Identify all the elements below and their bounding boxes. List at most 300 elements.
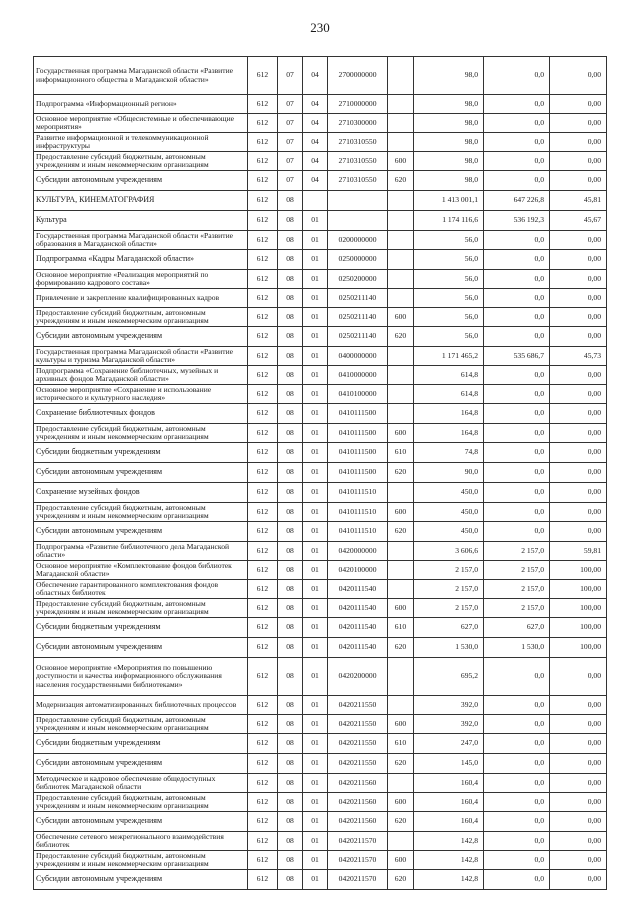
target-article-code: 0410000000 [328,366,388,385]
target-article-code: 0420111540 [328,580,388,599]
planned-amount: 1 413 001,1 [414,191,484,211]
actual-amount: 0,0 [484,696,550,715]
actual-amount: 0,0 [484,754,550,774]
section-code: 07 [278,95,303,114]
execution-percent: 0,00 [550,734,607,754]
target-article-code [328,211,388,231]
execution-percent: 0,00 [550,114,607,133]
section-code: 07 [278,114,303,133]
expense-type-code [388,114,414,133]
section-code: 08 [278,793,303,812]
row-name: Предоставление субсидий бюджетным, автономным учреждениям и иным некоммерческим организациям [34,599,248,618]
actual-amount: 0,0 [484,250,550,270]
expense-type-code: 620 [388,812,414,832]
execution-percent: 0,00 [550,385,607,404]
table-row [34,424,607,443]
row-name: Государственная программа Магаданской области «Развитие культуры и туризма Магаданской области» [34,347,248,366]
expense-type-code [388,404,414,424]
expense-type-code [388,133,414,152]
target-article-code: 0410111510 [328,503,388,522]
execution-percent: 0,00 [550,404,607,424]
expense-type-code: 610 [388,443,414,463]
subsection-code: 01 [303,443,328,463]
section-code: 08 [278,385,303,404]
execution-percent: 0,00 [550,851,607,870]
actual-amount: 0,0 [484,270,550,289]
row-name: Государственная программа Магаданской области «Развитие информационного общества в Магаданской области» [34,57,248,95]
dept-code: 612 [248,599,278,618]
expense-type-code: 600 [388,599,414,618]
execution-percent: 0,00 [550,366,607,385]
dept-code: 612 [248,327,278,347]
table-row [34,812,607,832]
planned-amount: 145,0 [414,754,484,774]
subsection-code: 01 [303,250,328,270]
actual-amount: 0,0 [484,114,550,133]
planned-amount: 142,8 [414,851,484,870]
expense-type-code [388,561,414,580]
target-article-code: 0420211560 [328,812,388,832]
target-article-code: 0420111540 [328,618,388,638]
table-row [34,715,607,734]
planned-amount: 160,4 [414,774,484,793]
dept-code: 612 [248,812,278,832]
subsection-code: 01 [303,754,328,774]
table-row [34,870,607,890]
subsection-code: 01 [303,211,328,231]
execution-percent: 0,00 [550,327,607,347]
actual-amount: 0,0 [484,95,550,114]
table-row [34,851,607,870]
dept-code: 612 [248,152,278,171]
row-name: Подпрограмма «Информационный регион» [34,95,248,114]
target-article-code: 0420111540 [328,599,388,618]
section-code: 08 [278,270,303,289]
dept-code: 612 [248,638,278,658]
planned-amount: 56,0 [414,308,484,327]
row-name: Субсидии бюджетным учреждениям [34,618,248,638]
planned-amount: 2 157,0 [414,580,484,599]
execution-percent: 0,00 [550,133,607,152]
execution-percent: 0,00 [550,171,607,191]
execution-percent: 0,00 [550,503,607,522]
table-row [34,404,607,424]
dept-code: 612 [248,503,278,522]
actual-amount: 0,0 [484,851,550,870]
section-code: 08 [278,851,303,870]
target-article-code: 0420211560 [328,793,388,812]
target-article-code: 2710300000 [328,114,388,133]
budget-table [33,56,607,890]
row-name: Привлечение и закрепление квалифицированных кадров [34,289,248,308]
row-name: Подпрограмма «Сохранение библиотечных, музейных и архивных фондов Магаданской области» [34,366,248,385]
subsection-code: 01 [303,734,328,754]
dept-code: 612 [248,133,278,152]
expense-type-code [388,95,414,114]
subsection-code: 01 [303,503,328,522]
planned-amount: 1 530,0 [414,638,484,658]
target-article-code: 0410111500 [328,424,388,443]
planned-amount: 164,8 [414,424,484,443]
dept-code: 612 [248,289,278,308]
table-row [34,133,607,152]
target-article-code: 0420200000 [328,658,388,696]
expense-type-code [388,231,414,250]
subsection-code: 01 [303,463,328,483]
section-code: 08 [278,483,303,503]
dept-code: 612 [248,734,278,754]
subsection-code: 01 [303,851,328,870]
expense-type-code [388,580,414,599]
row-name: Сохранение библиотечных фондов [34,404,248,424]
expense-type-code [388,289,414,308]
actual-amount: 647 226,8 [484,191,550,211]
execution-percent: 0,00 [550,715,607,734]
expense-type-code [388,658,414,696]
subsection-code: 01 [303,385,328,404]
expense-type-code [388,832,414,851]
actual-amount: 0,0 [484,327,550,347]
dept-code: 612 [248,366,278,385]
execution-percent: 0,00 [550,250,607,270]
dept-code: 612 [248,483,278,503]
table-row [34,308,607,327]
section-code: 08 [278,522,303,542]
subsection-code: 01 [303,599,328,618]
row-name: Субсидии автономным учреждениям [34,638,248,658]
section-code: 07 [278,152,303,171]
target-article-code: 0420000000 [328,542,388,561]
table-row [34,580,607,599]
dept-code: 612 [248,561,278,580]
target-article-code: 0420211550 [328,754,388,774]
actual-amount: 0,0 [484,385,550,404]
table-row [34,734,607,754]
dept-code: 612 [248,231,278,250]
row-name: Предоставление субсидий бюджетным, автономным учреждениям и иным некоммерческим организациям [34,715,248,734]
target-article-code: 0200000000 [328,231,388,250]
actual-amount: 0,0 [484,832,550,851]
expense-type-code: 600 [388,851,414,870]
row-name: Субсидии автономным учреждениям [34,522,248,542]
dept-code: 612 [248,715,278,734]
row-name: Предоставление субсидий бюджетным, автономным учреждениям и иным некоммерческим организациям [34,503,248,522]
expense-type-code: 620 [388,327,414,347]
expense-type-code [388,366,414,385]
expense-type-code [388,696,414,715]
execution-percent: 0,00 [550,231,607,250]
subsection-code: 01 [303,366,328,385]
table-row [34,250,607,270]
section-code: 08 [278,599,303,618]
planned-amount: 98,0 [414,95,484,114]
planned-amount: 142,8 [414,832,484,851]
section-code: 08 [278,658,303,696]
actual-amount: 536 192,3 [484,211,550,231]
execution-percent: 100,00 [550,580,607,599]
actual-amount: 2 157,0 [484,580,550,599]
dept-code: 612 [248,696,278,715]
subsection-code: 01 [303,231,328,250]
actual-amount: 0,0 [484,734,550,754]
table-row [34,658,607,696]
target-article-code: 0410100000 [328,385,388,404]
dept-code: 612 [248,250,278,270]
actual-amount: 0,0 [484,366,550,385]
table-row [34,95,607,114]
execution-percent: 45,67 [550,211,607,231]
dept-code: 612 [248,870,278,890]
expense-type-code: 600 [388,793,414,812]
planned-amount: 695,2 [414,658,484,696]
row-name: Культура [34,211,248,231]
target-article-code: 0420211570 [328,832,388,851]
row-name: Государственная программа Магаданской области «Развитие образования в Магаданской области» [34,231,248,250]
execution-percent: 59,81 [550,542,607,561]
actual-amount: 2 157,0 [484,599,550,618]
subsection-code: 01 [303,289,328,308]
actual-amount: 627,0 [484,618,550,638]
planned-amount: 142,8 [414,870,484,890]
execution-percent: 0,00 [550,658,607,696]
expense-type-code [388,211,414,231]
table-row [34,385,607,404]
table-row [34,793,607,812]
table-row [34,347,607,366]
section-code: 08 [278,424,303,443]
expense-type-code: 620 [388,638,414,658]
section-code: 08 [278,715,303,734]
section-code: 08 [278,443,303,463]
row-name: Субсидии автономным учреждениям [34,463,248,483]
dept-code: 612 [248,793,278,812]
subsection-code: 01 [303,561,328,580]
section-code: 08 [278,503,303,522]
execution-percent: 100,00 [550,599,607,618]
planned-amount: 74,8 [414,443,484,463]
planned-amount: 1 171 465,2 [414,347,484,366]
row-name: Основное мероприятие «Комплектование фондов библиотек Магаданской области» [34,561,248,580]
subsection-code: 01 [303,270,328,289]
row-name: Предоставление субсидий бюджетным, автономным учреждениям и иным некоммерческим организациям [34,851,248,870]
planned-amount: 627,0 [414,618,484,638]
actual-amount: 0,0 [484,133,550,152]
execution-percent: 0,00 [550,793,607,812]
expense-type-code: 610 [388,734,414,754]
expense-type-code [388,542,414,561]
planned-amount: 614,8 [414,385,484,404]
target-article-code: 0420211560 [328,774,388,793]
expense-type-code: 620 [388,754,414,774]
subsection-code: 01 [303,793,328,812]
table-row [34,270,607,289]
planned-amount: 98,0 [414,114,484,133]
table-row [34,599,607,618]
actual-amount: 2 157,0 [484,542,550,561]
row-name: Субсидии автономным учреждениям [34,327,248,347]
dept-code: 612 [248,114,278,133]
actual-amount: 2 157,0 [484,561,550,580]
table-row [34,561,607,580]
actual-amount: 1 530,0 [484,638,550,658]
row-name: Основное мероприятие «Мероприятия по повышению доступности и качества информационного обслуживания населения государственными библиотеками» [34,658,248,696]
table-row [34,289,607,308]
target-article-code: 2710310550 [328,171,388,191]
row-name: Субсидии автономным учреждениям [34,870,248,890]
table-row [34,542,607,561]
section-code: 08 [278,696,303,715]
expense-type-code [388,250,414,270]
target-article-code [328,191,388,211]
dept-code: 612 [248,832,278,851]
planned-amount: 392,0 [414,715,484,734]
row-name: Развитие информационной и телекоммуникационной инфраструктуры [34,133,248,152]
subsection-code: 01 [303,404,328,424]
target-article-code: 0420211550 [328,715,388,734]
target-article-code: 0420211570 [328,870,388,890]
execution-percent: 0,00 [550,522,607,542]
section-code: 08 [278,327,303,347]
execution-percent: 0,00 [550,463,607,483]
actual-amount: 0,0 [484,289,550,308]
target-article-code: 0250000000 [328,250,388,270]
expense-type-code: 610 [388,618,414,638]
dept-code: 612 [248,754,278,774]
dept-code: 612 [248,424,278,443]
subsection-code: 01 [303,774,328,793]
planned-amount: 392,0 [414,696,484,715]
execution-percent: 0,00 [550,95,607,114]
actual-amount: 0,0 [484,522,550,542]
section-code: 08 [278,366,303,385]
section-code: 08 [278,250,303,270]
section-code: 08 [278,832,303,851]
actual-amount: 0,0 [484,463,550,483]
actual-amount: 0,0 [484,812,550,832]
dept-code: 612 [248,658,278,696]
planned-amount: 450,0 [414,483,484,503]
actual-amount: 535 686,7 [484,347,550,366]
target-article-code: 0420111540 [328,638,388,658]
section-code: 08 [278,289,303,308]
planned-amount: 56,0 [414,289,484,308]
section-code: 08 [278,404,303,424]
expense-type-code [388,483,414,503]
planned-amount: 1 174 116,6 [414,211,484,231]
table-row [34,832,607,851]
row-name: Подпрограмма «Кадры Магаданской области» [34,250,248,270]
execution-percent: 0,00 [550,270,607,289]
row-name: Основное мероприятие «Общесистемные и обеспечивающие мероприятия» [34,114,248,133]
planned-amount: 450,0 [414,522,484,542]
row-name: Предоставление субсидий бюджетным, автономным учреждениям и иным некоммерческим организациям [34,152,248,171]
table-row [34,57,607,95]
subsection-code: 01 [303,308,328,327]
subsection-code: 04 [303,171,328,191]
planned-amount: 160,4 [414,793,484,812]
execution-percent: 0,00 [550,152,607,171]
expense-type-code: 620 [388,522,414,542]
expense-type-code [388,385,414,404]
dept-code: 612 [248,191,278,211]
table-row [34,463,607,483]
target-article-code: 0420100000 [328,561,388,580]
target-article-code: 0410111510 [328,483,388,503]
section-code: 08 [278,191,303,211]
section-code: 08 [278,754,303,774]
subsection-code: 01 [303,483,328,503]
dept-code: 612 [248,443,278,463]
row-name: Субсидии автономным учреждениям [34,171,248,191]
expense-type-code: 600 [388,308,414,327]
execution-percent: 0,00 [550,754,607,774]
planned-amount: 2 157,0 [414,561,484,580]
planned-amount: 3 606,6 [414,542,484,561]
dept-code: 612 [248,308,278,327]
execution-percent: 100,00 [550,618,607,638]
expense-type-code [388,57,414,95]
table-row [34,152,607,171]
target-article-code: 0410111510 [328,522,388,542]
subsection-code: 01 [303,658,328,696]
table-row [34,774,607,793]
target-article-code: 2710310550 [328,152,388,171]
row-name: Основное мероприятие «Реализация мероприятий по формированию кадрового состава» [34,270,248,289]
target-article-code: 0420211550 [328,734,388,754]
table-row [34,114,607,133]
table-row [34,327,607,347]
expense-type-code: 600 [388,424,414,443]
target-article-code: 2700000000 [328,57,388,95]
actual-amount: 0,0 [484,774,550,793]
dept-code: 612 [248,774,278,793]
row-name: Предоставление субсидий бюджетным, автономным учреждениям и иным некоммерческим организациям [34,424,248,443]
target-article-code: 0250211140 [328,289,388,308]
section-code: 08 [278,774,303,793]
subsection-code: 01 [303,618,328,638]
dept-code: 612 [248,851,278,870]
table-row [34,171,607,191]
dept-code: 612 [248,95,278,114]
table-row [34,754,607,774]
expense-type-code [388,774,414,793]
row-name: Субсидии автономным учреждениям [34,754,248,774]
dept-code: 612 [248,385,278,404]
section-code: 08 [278,638,303,658]
planned-amount: 56,0 [414,250,484,270]
section-code: 08 [278,618,303,638]
planned-amount: 160,4 [414,812,484,832]
target-article-code: 2710000000 [328,95,388,114]
section-code: 08 [278,580,303,599]
dept-code: 612 [248,404,278,424]
table-row [34,191,607,211]
expense-type-code: 620 [388,171,414,191]
actual-amount: 0,0 [484,443,550,463]
actual-amount: 0,0 [484,152,550,171]
subsection-code: 01 [303,638,328,658]
execution-percent: 0,00 [550,443,607,463]
actual-amount: 0,0 [484,308,550,327]
subsection-code [303,191,328,211]
subsection-code: 01 [303,327,328,347]
subsection-code: 04 [303,152,328,171]
table-row [34,503,607,522]
table-row [34,483,607,503]
dept-code: 612 [248,618,278,638]
target-article-code: 2710310550 [328,133,388,152]
actual-amount: 0,0 [484,483,550,503]
